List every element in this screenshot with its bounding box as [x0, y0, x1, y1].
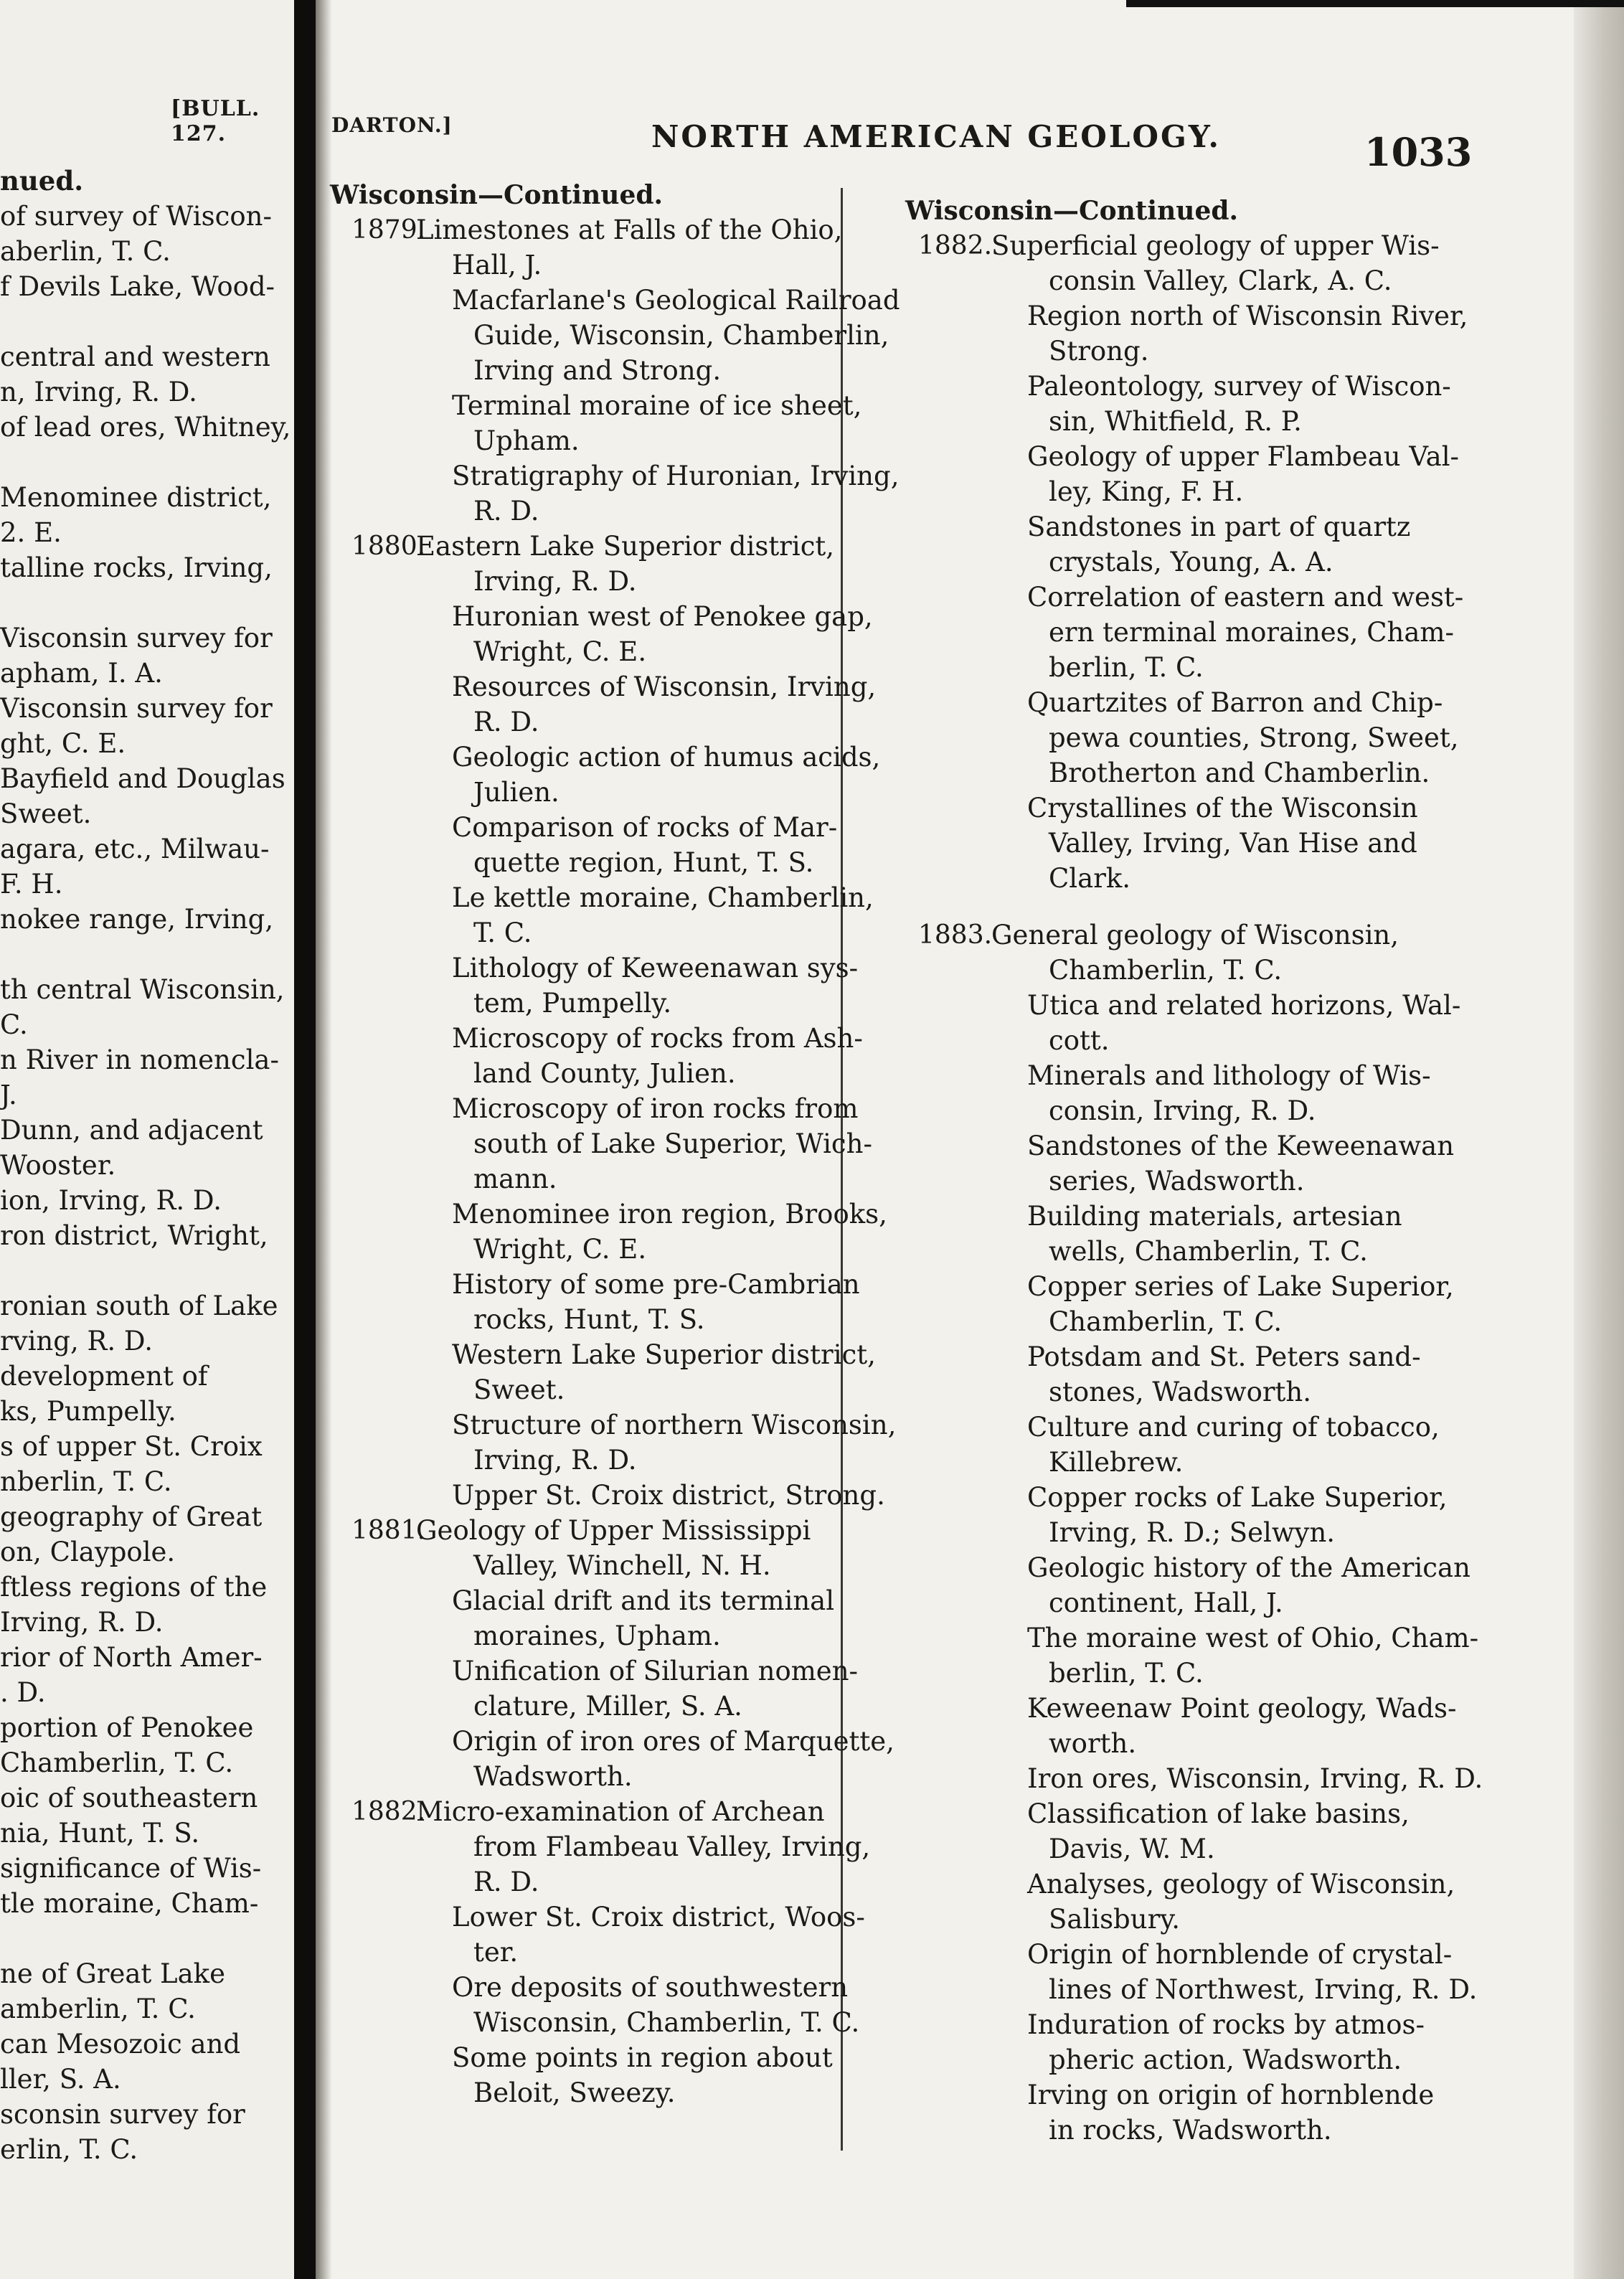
entry-text: Wadsworth. — [473, 1761, 633, 1792]
entry-text: Hall, J. — [452, 250, 542, 280]
entry-text: Comparison of rocks of Mar- — [452, 812, 838, 843]
entry-text: Irving, R. D. — [473, 1445, 637, 1476]
previous-page-line: ronian south of Lake — [0, 1291, 278, 1321]
bibliography-line — [905, 1620, 1479, 1656]
entry-text: Western Lake Superior district, — [452, 1339, 876, 1370]
running-head-title: NORTH AMERICAN GEOLOGY. — [651, 119, 1222, 154]
entry-text: Some points in region about — [452, 2042, 833, 2073]
entry-text: berlin, T. C. — [1049, 1658, 1204, 1689]
entry-year: 1883. — [918, 920, 993, 950]
previous-page-line: Chamberlin, T. C. — [0, 1747, 234, 1778]
bibliography-line — [905, 1199, 1458, 1234]
entry-text: Micro-examination of Archean — [416, 1796, 825, 1827]
entry-text: Analyses, geology of Wisconsin, — [1027, 1869, 1455, 1900]
bibliography-line — [330, 1618, 875, 1653]
entry-text: R. D. — [473, 707, 539, 737]
entry-text: pheric action, Wadsworth. — [1049, 2044, 1402, 2075]
bibliography-line — [905, 1374, 1458, 1410]
entry-text: Origin of hornblende of crystal- — [1027, 1939, 1453, 1970]
bibliography-line — [905, 1902, 1458, 1937]
running-head-author: DARTON.] — [331, 113, 453, 137]
bibliography-line — [905, 1972, 1478, 2007]
entry-text: lines of Northwest, Irving, R. D. — [1049, 1974, 1478, 2005]
previous-page-line: s of upper St. Croix — [0, 1431, 263, 1462]
entry-text: Origin of iron ores of Marquette, — [452, 1726, 894, 1757]
entry-text: Julien. — [473, 777, 560, 808]
previous-page-line: Sweet. — [0, 798, 92, 829]
entry-text: Upper St. Croix district, Strong. — [452, 1480, 885, 1511]
entry-text: tem, Pumpelly. — [473, 988, 672, 1019]
entry-text: Crystallines of the Wisconsin — [1027, 793, 1418, 824]
bibliography-line — [330, 283, 900, 318]
previous-page-line: nued. — [0, 165, 84, 197]
previous-page-line: nokee range, Irving, — [0, 904, 274, 935]
page-number: 1033 — [1364, 129, 1473, 175]
bibliography-line — [330, 494, 875, 529]
previous-page-line — [0, 445, 291, 480]
entry-text: Menominee iron region, Brooks, — [452, 1199, 887, 1230]
bibliography-line — [330, 1091, 875, 1126]
top-band — [1126, 0, 1624, 7]
entry-text: rocks, Hunt, T. S. — [473, 1304, 705, 1335]
bibliography-line — [330, 458, 900, 494]
bibliography-line — [330, 1900, 875, 1935]
bibliography-line — [330, 704, 875, 740]
entry-year: 1881. — [351, 1516, 426, 1545]
entry-year: 1879. — [351, 215, 426, 245]
entry-text: Salisbury. — [1049, 1904, 1181, 1935]
entry-text: Valley, Winchell, N. H. — [473, 1550, 771, 1581]
previous-page-line: amberlin, T. C. — [0, 1993, 196, 2024]
previous-page-line: significance of Wis- — [0, 1853, 262, 1884]
bibliography-line — [905, 298, 1468, 334]
bibliography-line — [905, 228, 1458, 263]
previous-page-line: Wooster. — [0, 1150, 116, 1181]
previous-page-line: nia, Hunt, T. S. — [0, 1818, 200, 1849]
bibliography-line — [330, 1021, 875, 1056]
bibliography-line — [330, 1759, 875, 1794]
entry-text: quette region, Hunt, T. S. — [473, 847, 814, 878]
entry-text: consin Valley, Clark, A. C. — [1049, 265, 1392, 296]
bibliography-line — [905, 1550, 1470, 1585]
entry-text: pewa counties, Strong, Sweet, — [1049, 722, 1459, 753]
entry-text: in rocks, Wadsworth. — [1049, 2115, 1332, 2146]
bibliography-line — [330, 1337, 875, 1372]
bibliography-line — [905, 720, 1458, 755]
previous-page-line: sconsin survey for — [0, 2099, 245, 2130]
entry-text: south of Lake Superior, Wich- — [473, 1128, 872, 1159]
bibliography-line — [905, 1445, 1458, 1480]
entry-text: Sweet. — [473, 1374, 565, 1405]
bibliography-line — [905, 1269, 1458, 1304]
entry-text: Irving on origin of hornblende — [1027, 2080, 1435, 2110]
bibliography-line — [905, 263, 1458, 298]
bibliography-line — [905, 1796, 1458, 1831]
previous-page-line: J. — [0, 1080, 17, 1110]
bibliography-line — [905, 1761, 1483, 1796]
bibliography-line — [330, 950, 875, 986]
entry-text: Irving, R. D.; Selwyn. — [1049, 1517, 1336, 1548]
previous-page-line: Menominee district, — [0, 482, 272, 513]
bibliography-line — [905, 1234, 1458, 1269]
entry-text: T. C. — [473, 917, 532, 948]
entry-text: Valley, Irving, Van Hise and — [1049, 828, 1417, 859]
column-heading: Wisconsin—Continued. — [905, 196, 1239, 226]
entry-text: Upham. — [473, 425, 580, 456]
entry-text: Keweenaw Point geology, Wads- — [1027, 1693, 1457, 1724]
entry-text: wells, Chamberlin, T. C. — [1049, 1236, 1368, 1267]
bibliography-line — [330, 880, 875, 915]
column-right — [905, 194, 1483, 2148]
bibliography-line — [330, 740, 881, 775]
book-gutter — [294, 0, 316, 2279]
bibliography-line — [905, 685, 1458, 720]
entry-text: Induration of rocks by atmos- — [1027, 2009, 1425, 2040]
entry-text: Lithology of Keweenawan sys- — [452, 953, 859, 983]
previous-page-line: nberlin, T. C. — [0, 1466, 172, 1497]
bibliography-line — [330, 1548, 875, 1583]
previous-page-header: [BULL. 127. — [171, 96, 260, 146]
entry-text: worth. — [1049, 1728, 1137, 1759]
bibliography-line — [905, 369, 1458, 404]
bibliography-line — [905, 2077, 1458, 2113]
bibliography-line — [905, 953, 1458, 988]
entry-text: Clark. — [1049, 863, 1131, 894]
entry-text: Le kettle moraine, Chamberlin, — [452, 882, 874, 913]
bibliography-line — [330, 318, 889, 353]
bibliography-line — [330, 1583, 875, 1618]
bibliography-line — [330, 1794, 875, 1829]
bibliography-line — [905, 917, 1458, 953]
entry-text: land County, Julien. — [473, 1058, 736, 1089]
previous-page-line: ller, S. A. — [0, 2064, 121, 2095]
entry-text: consin, Irving, R. D. — [1049, 1095, 1316, 1126]
bibliography-line — [330, 1232, 875, 1267]
entry-text: Geology of upper Flambeau Val- — [1027, 441, 1460, 472]
entry-text: Superficial geology of upper Wis- — [991, 230, 1440, 261]
entry-text: Irving, R. D. — [473, 566, 637, 597]
entry-text: continent, Hall, J. — [1049, 1587, 1283, 1618]
bibliography-line — [905, 1585, 1458, 1620]
bibliography-line — [330, 2005, 875, 2040]
entry-text: Quartzites of Barron and Chip- — [1027, 687, 1443, 718]
previous-page-line: ron district, Wright, — [0, 1220, 268, 1251]
previous-page-line: rior of North Amer- — [0, 1642, 263, 1673]
page-edge — [1574, 0, 1624, 2279]
entry-text: Davis, W. M. — [1049, 1834, 1215, 1864]
entry-text: stones, Wadsworth. — [1049, 1377, 1312, 1407]
entry-text: from Flambeau Valley, Irving, — [473, 1831, 871, 1862]
entry-text: History of some pre-Cambrian — [452, 1269, 860, 1300]
previous-page-line: of lead ores, Whitney, — [0, 412, 291, 443]
bibliography-line — [905, 474, 1458, 509]
entry-text: clature, Miller, S. A. — [473, 1691, 742, 1722]
entry-text: Classification of lake basins, — [1027, 1798, 1410, 1829]
entry-text: R. D. — [473, 1867, 539, 1897]
bibliography-line — [905, 755, 1458, 791]
entry-text: ley, King, F. H. — [1049, 476, 1244, 507]
entry-year: 1882. — [918, 231, 993, 260]
entry-text: Brotherton and Chamberlin. — [1049, 758, 1430, 788]
entry-text: mann. — [473, 1164, 557, 1194]
bibliography-line — [330, 529, 875, 564]
entry-text: Wright, C. E. — [473, 1234, 647, 1265]
previous-page-line — [0, 1921, 291, 1956]
bibliography-line — [905, 1691, 1458, 1726]
bibliography-line — [330, 669, 875, 704]
bibliography-line — [905, 1937, 1458, 1972]
previous-page-line — [0, 304, 291, 339]
previous-page-line — [0, 1253, 291, 1288]
previous-page-text — [0, 164, 291, 2167]
bibliography-line — [905, 791, 1458, 826]
previous-page-line: ne of Great Lake — [0, 1958, 225, 1989]
previous-page-line: central and western — [0, 341, 270, 372]
previous-page-line: n, Irving, R. D. — [0, 377, 197, 407]
bibliography-line — [330, 564, 875, 599]
previous-page-line: ks, Pumpelly. — [0, 1396, 176, 1427]
entry-text: Geologic history of the American — [1027, 1552, 1470, 1583]
entry-text: Wisconsin, Chamberlin, T. C. — [473, 2007, 860, 2038]
entry-text: Culture and curing of tobacco, — [1027, 1412, 1440, 1443]
entry-text: Sandstones in part of quartz — [1027, 511, 1411, 542]
bibliography-line — [905, 1093, 1458, 1128]
entry-text: Sandstones of the Keweenawan — [1027, 1131, 1455, 1161]
bibliography-line — [905, 1726, 1458, 1761]
bibliography-line — [330, 1689, 875, 1724]
entry-text: Terminal moraine of ice sheet, — [452, 390, 862, 421]
previous-page-line: rving, R. D. — [0, 1326, 153, 1356]
previous-page-line: tle moraine, Cham- — [0, 1888, 259, 1919]
entry-text: Ore deposits of southwestern — [452, 1972, 849, 2003]
entry-year: 1882. — [351, 1797, 426, 1826]
bibliography-line — [330, 1653, 875, 1689]
previous-page-line: geography of Great — [0, 1501, 263, 1532]
bibliography-line — [905, 1023, 1458, 1058]
previous-page-line: n River in nomencla- — [0, 1044, 279, 1075]
entry-text: Region north of Wisconsin River, — [1027, 301, 1468, 331]
previous-page-line: f Devils Lake, Wood- — [0, 271, 275, 302]
bibliography-line — [330, 1829, 875, 1864]
entry-text: Geologic action of humus acids, — [452, 742, 881, 773]
bibliography-line — [905, 1656, 1458, 1691]
entry-text: Killebrew. — [1049, 1447, 1184, 1478]
bibliography-line — [905, 544, 1458, 580]
bibliography-line — [330, 2075, 875, 2110]
previous-page-line: Irving, R. D. — [0, 1607, 164, 1638]
bibliography-line — [330, 353, 875, 388]
bibliography-line — [330, 388, 875, 423]
previous-page-line — [0, 937, 291, 972]
bibliography-line — [330, 1864, 875, 1900]
bibliography-line — [330, 599, 875, 634]
entry-text: Beloit, Sweezy. — [473, 2077, 676, 2108]
previous-page-line: aberlin, T. C. — [0, 236, 171, 267]
bibliography-line — [330, 1302, 875, 1337]
entry-text: Strong. — [1049, 336, 1149, 367]
entry-text: berlin, T. C. — [1049, 652, 1204, 683]
previous-page-line: ght, C. E. — [0, 728, 126, 759]
entry-text: Correlation of eastern and west- — [1027, 582, 1464, 613]
bibliography-line — [905, 826, 1458, 861]
previous-page-line: apham, I. A. — [0, 658, 163, 689]
previous-page-line: oic of southeastern — [0, 1783, 258, 1813]
entry-text: sin, Whitfield, R. P. — [1049, 406, 1302, 437]
bibliography-line — [330, 1513, 875, 1548]
bibliography-line — [905, 988, 1461, 1023]
bibliography-line — [905, 509, 1458, 544]
previous-page-line: th central Wisconsin, — [0, 974, 285, 1005]
entry-text: Utica and related horizons, Wal- — [1027, 990, 1461, 1021]
previous-page-line: can Mesozoic and — [0, 2029, 241, 2059]
bibliography-line — [905, 896, 1458, 917]
entry-text: Guide, Wisconsin, Chamberlin, — [473, 320, 889, 351]
bibliography-line — [905, 1304, 1458, 1339]
entry-text: Microscopy of iron rocks from — [452, 1093, 859, 1124]
bibliography-line — [905, 1058, 1458, 1093]
bibliography-line — [905, 615, 1458, 650]
previous-page-line: Visconsin survey for — [0, 623, 273, 653]
previous-page-line: F. H. — [0, 869, 63, 900]
bibliography-line — [330, 775, 875, 810]
previous-page-line: erlin, T. C. — [0, 2134, 138, 2165]
previous-page-line — [0, 585, 291, 621]
previous-page-line: Visconsin survey for — [0, 693, 273, 724]
entry-text: Huronian west of Penokee gap, — [452, 601, 873, 632]
entry-text: Irving and Strong. — [473, 355, 722, 386]
entry-text: Limestones at Falls of the Ohio, — [416, 214, 843, 245]
previous-page-line: C. — [0, 1009, 28, 1040]
previous-page-line: development of — [0, 1361, 208, 1392]
entry-text: crystals, Young, A. A. — [1049, 547, 1333, 577]
entry-text: Eastern Lake Superior district, — [416, 531, 835, 562]
previous-page-line: portion of Penokee — [0, 1712, 254, 1743]
bibliography-line — [905, 580, 1464, 615]
bibliography-line — [330, 212, 875, 247]
bibliography-line — [330, 1161, 875, 1197]
bibliography-line — [905, 650, 1458, 685]
bibliography-line — [905, 2113, 1458, 2148]
entry-text: Chamberlin, T. C. — [1049, 955, 1283, 986]
bibliography-line — [330, 986, 875, 1021]
bibliography-line — [330, 1970, 875, 2005]
column-left — [330, 178, 900, 2110]
previous-page-line: Bayfield and Douglas — [0, 763, 285, 794]
entry-text: series, Wadsworth. — [1049, 1166, 1305, 1197]
previous-page-line: talline rocks, Irving, — [0, 552, 273, 583]
bibliography-line — [330, 1443, 875, 1478]
entry-year: 1880. — [351, 532, 426, 561]
bibliography-line — [330, 634, 875, 669]
entry-text: Geology of Upper Mississippi — [416, 1515, 811, 1546]
bibliography-line — [905, 861, 1458, 896]
entry-text: ter. — [473, 1937, 519, 1968]
bibliography-line — [905, 439, 1458, 474]
bibliography-line — [905, 1867, 1458, 1902]
entry-text: Building materials, artesian — [1027, 1201, 1402, 1232]
entry-text: Wright, C. E. — [473, 636, 647, 667]
bibliography-line — [330, 845, 875, 880]
bibliography-line — [330, 1267, 875, 1302]
previous-page-fragment — [0, 0, 294, 2279]
bibliography-line — [330, 1724, 894, 1759]
gutter-shadow — [316, 0, 331, 2279]
entry-text: Potsdam and St. Peters sand- — [1027, 1341, 1421, 1372]
previous-page-line: Dunn, and adjacent — [0, 1115, 263, 1146]
entry-text: Microscopy of rocks from Ash- — [452, 1023, 863, 1054]
entry-text: Iron ores, Wisconsin, Irving, R. D. — [1027, 1763, 1483, 1794]
entry-text: Chamberlin, T. C. — [1049, 1306, 1283, 1337]
entry-text: R. D. — [473, 496, 539, 527]
entry-text: Paleontology, survey of Wiscon- — [1027, 371, 1451, 402]
bibliography-line — [905, 1515, 1458, 1550]
previous-page-line: on, Claypole. — [0, 1537, 176, 1567]
bibliography-line — [330, 810, 875, 845]
bibliography-line — [905, 2042, 1458, 2077]
bibliography-line — [330, 1372, 875, 1407]
previous-page-line: of survey of Wiscon- — [0, 201, 272, 232]
bibliography-line — [905, 2007, 1458, 2042]
bibliography-line — [905, 1339, 1458, 1374]
entry-text: Lower St. Croix district, Woos- — [452, 1902, 865, 1933]
entry-text: Minerals and lithology of Wis- — [1027, 1060, 1431, 1091]
entry-text: Copper rocks of Lake Superior, — [1027, 1482, 1448, 1513]
entry-text: General geology of Wisconsin, — [991, 920, 1399, 950]
previous-page-line: 2. E. — [0, 517, 62, 548]
bibliography-line — [905, 1128, 1458, 1164]
bibliography-line — [330, 915, 875, 950]
bibliography-line — [905, 1164, 1458, 1199]
previous-page-line: . D. — [0, 1677, 46, 1708]
bibliography-line — [330, 423, 875, 458]
bibliography-line — [330, 2040, 875, 2075]
bibliography-line — [905, 1410, 1458, 1445]
entry-text: Structure of northern Wisconsin, — [452, 1410, 897, 1440]
previous-page-line: ion, Irving, R. D. — [0, 1185, 222, 1216]
previous-page-line: agara, etc., Milwau- — [0, 834, 270, 864]
entry-text: Copper series of Lake Superior, — [1027, 1271, 1454, 1302]
bibliography-line — [330, 1056, 875, 1091]
entry-text: ern terminal moraines, Cham- — [1049, 617, 1454, 648]
column-heading: Wisconsin—Continued. — [330, 180, 664, 210]
bibliography-line — [905, 334, 1458, 369]
entry-text: Resources of Wisconsin, Irving, — [452, 671, 877, 702]
bibliography-line — [905, 404, 1458, 439]
entry-text: Glacial drift and its terminal — [452, 1585, 835, 1616]
entry-text: Stratigraphy of Huronian, Irving, — [452, 461, 900, 491]
entry-text: cott. — [1049, 1025, 1110, 1056]
bibliography-line — [905, 1831, 1458, 1867]
bibliography-line — [330, 1197, 887, 1232]
bibliography-line — [330, 1935, 875, 1970]
entry-text: Macfarlane's Geological Railroad — [452, 285, 900, 316]
bibliography-line — [330, 1478, 885, 1513]
entry-text: Unification of Silurian nomen- — [452, 1656, 859, 1686]
previous-page-line: ftless regions of the — [0, 1572, 268, 1603]
bibliography-line — [905, 1480, 1458, 1515]
entry-text: The moraine west of Ohio, Cham- — [1027, 1623, 1479, 1653]
bibliography-line — [330, 1407, 897, 1443]
entry-text: moraines, Upham. — [473, 1620, 721, 1651]
bibliography-line — [330, 1126, 875, 1161]
bibliography-line — [330, 247, 875, 283]
